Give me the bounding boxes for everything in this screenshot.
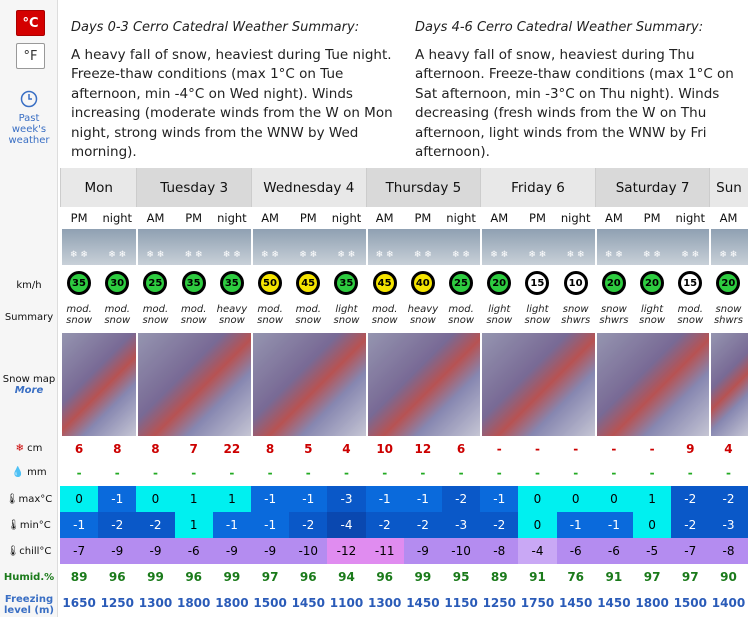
summary-days-0-3 — [71, 18, 401, 163]
freezing-level: 1500 — [673, 596, 707, 610]
snowflake-icon: ❄ ❄ — [337, 250, 356, 260]
rain-amount: - — [573, 466, 579, 480]
max-temp: -1 — [289, 486, 327, 512]
wind-chill: -4 — [518, 538, 556, 564]
time-of-day: PM — [529, 211, 546, 225]
rain-amount: - — [458, 466, 464, 480]
summary-text: A heavy fall of snow, heaviest during Tue night. Freeze-thaw conditions (max 1°C on Tue afternoon, min -4°C on Wed night). Winds increasing (moderate winds from the W on Mon night, strong winds from the WNW by Wed morning). — [71, 46, 393, 160]
max-temp: 1 — [633, 486, 671, 512]
snow-amount: 4 — [724, 442, 733, 456]
wind-speed-icon — [334, 271, 358, 295]
wind-chill: -9 — [404, 538, 442, 564]
snowflake-icon: ❄ ❄ — [719, 250, 738, 260]
time-of-day: night — [331, 211, 362, 225]
humidity: 97 — [261, 570, 279, 584]
humidity: 91 — [605, 570, 623, 584]
wind-speed-value: 45 — [376, 274, 394, 292]
wind-speed-icon — [678, 271, 702, 295]
humidity: 95 — [452, 570, 470, 584]
snow-amount: 10 — [376, 442, 394, 456]
wind-speed-value: 35 — [70, 274, 88, 292]
max-temp: -2 — [671, 486, 709, 512]
wind-speed-icon — [220, 271, 244, 295]
wind-speed-icon — [525, 271, 549, 295]
rain-amount: - — [114, 466, 120, 480]
weather-summary: light snow — [486, 304, 513, 326]
wind-chill: -10 — [289, 538, 327, 564]
wind-chill: -9 — [251, 538, 289, 564]
humidity: 91 — [529, 570, 546, 584]
rain-amount: - — [152, 466, 158, 480]
max-temp: 1 — [175, 486, 213, 512]
wind-speed-icon — [564, 271, 588, 295]
snowflake-icon: ❄ ❄ — [643, 250, 661, 260]
day-header[interactable]: Thursday 5 — [366, 168, 481, 207]
rain-amount: - — [649, 466, 655, 480]
snowflake-icon: ❄ ❄ — [413, 250, 432, 260]
rain-amount: - — [229, 466, 235, 480]
wind-speed-value: 15 — [681, 274, 699, 292]
wind-chill: -6 — [175, 538, 213, 564]
min-temp: -2 — [98, 512, 136, 538]
snowflake-icon: ❄ ❄ — [566, 250, 585, 260]
snowflake-icon: ❄ ❄ — [490, 250, 509, 260]
wind-chill: -9 — [136, 538, 174, 564]
rain-amount: - — [687, 466, 693, 480]
weather-summary: light snow — [333, 304, 360, 326]
rain-mm-label: 💧 mm — [11, 467, 47, 478]
snowflake-icon: ❄ ❄ — [70, 250, 88, 260]
snow-map-thumbnail[interactable] — [60, 333, 136, 436]
wind-speed-icon — [411, 271, 435, 295]
rain-amount: - — [611, 466, 617, 480]
snow-amount: 8 — [265, 442, 275, 456]
clock-icon — [20, 90, 38, 108]
day-header[interactable]: Mon — [60, 168, 136, 207]
day-header[interactable]: Wednesday 4 — [251, 168, 366, 207]
snow-amount: - — [534, 442, 540, 456]
day-header[interactable]: Sun — [709, 168, 747, 207]
snow-map-label: Snow map — [2, 374, 56, 385]
humidity: 96 — [299, 570, 317, 584]
max-temp: -1 — [404, 486, 442, 512]
time-of-day: AM — [375, 211, 394, 225]
weather-summary: snow shwrs — [599, 304, 629, 326]
summary-title: Days 4-6 Cerro Catedral Weather Summary: — [415, 20, 704, 35]
wind-chill: -12 — [327, 538, 365, 564]
snowflake-icon: ❄ ❄ — [184, 250, 203, 260]
humidity: 97 — [643, 570, 661, 584]
raindrop-icon: 💧 — [11, 467, 28, 478]
freezing-level: 1650 — [62, 596, 96, 610]
humidity-label: Humid.% — [3, 572, 55, 583]
min-temp: -2 — [671, 512, 709, 538]
wind-speed-value: 35 — [185, 274, 203, 292]
max-temp: -3 — [327, 486, 365, 512]
min-temp: -1 — [557, 512, 595, 538]
freezing-level: 1150 — [444, 596, 478, 610]
time-of-day: AM — [490, 211, 509, 225]
snow-amount: 7 — [189, 442, 198, 456]
min-temp-label: 🌡min°C — [7, 520, 51, 531]
humidity: 99 — [223, 570, 241, 584]
freezing-level: 1250 — [482, 596, 516, 610]
humidity: 96 — [108, 570, 126, 584]
max-temp: -1 — [366, 486, 404, 512]
wind-speed-icon — [373, 271, 397, 295]
snowflake-icon: ❄ ❄ — [299, 250, 318, 260]
wind-chill: -8 — [480, 538, 518, 564]
wind-chill: -11 — [366, 538, 404, 564]
wind-speed-icon — [449, 271, 473, 295]
humidity: 99 — [147, 570, 164, 584]
wind-speed-icon — [182, 271, 206, 295]
summary-days-4-6 — [415, 18, 745, 163]
wind-speed-value: 30 — [108, 274, 126, 292]
time-of-day: PM — [643, 211, 661, 225]
snow-amount: 8 — [151, 442, 160, 456]
snow-cm-label: ❄ cm — [15, 443, 43, 454]
thermometer-icon: 🌡 — [7, 520, 20, 531]
min-temp: -3 — [442, 512, 480, 538]
snowflake-icon: ❄ ❄ — [375, 250, 394, 260]
wind-speed-icon — [258, 271, 282, 295]
past-weather-label: Past week's weather — [8, 113, 50, 146]
wind-speed-value: 10 — [567, 274, 585, 292]
wind-speed-icon — [602, 271, 626, 295]
min-temp: -3 — [709, 512, 747, 538]
wind-label: km/h — [16, 280, 42, 291]
wind-speed-value: 20 — [719, 274, 737, 292]
freezing-level: 1400 — [711, 596, 746, 610]
max-temp-label: 🌡max°C — [5, 494, 53, 505]
day-header[interactable]: Friday 6 — [480, 168, 595, 207]
summary-label: Summary — [4, 312, 54, 323]
weather-summary: mod. snow — [677, 304, 704, 326]
snowflake-icon: ❄ ❄ — [222, 250, 241, 260]
snow-map-thumbnail[interactable] — [595, 333, 710, 436]
wind-chill: -5 — [633, 538, 671, 564]
max-temp: -1 — [480, 486, 518, 512]
freezing-level: 1450 — [291, 596, 325, 610]
rain-amount: - — [534, 466, 540, 480]
snow-amount: 12 — [414, 442, 432, 456]
rain-amount: - — [191, 466, 197, 480]
time-of-day: AM — [604, 211, 623, 225]
time-of-day: AM — [261, 211, 279, 225]
freezing-level: 1450 — [558, 596, 593, 610]
weather-summary: heavy snow — [216, 304, 248, 326]
snow-amount: - — [649, 442, 655, 456]
min-temp: -1 — [213, 512, 251, 538]
snowflake-icon: ❄ ❄ — [452, 250, 470, 260]
wind-chill: -6 — [557, 538, 595, 564]
rain-amount: - — [305, 466, 311, 480]
humidity: 96 — [185, 570, 203, 584]
min-temp: 1 — [175, 512, 213, 538]
rain-amount: - — [76, 466, 82, 480]
summary-text: A heavy fall of snow, heaviest during Thu afternoon. Freeze-thaw conditions (max 1°C on Sat afternoon, min -3°C on Thu night). Winds decreasing (fresh winds from the W on Thu afternoon, light winds from the WNW by Fri afternoon). — [415, 46, 734, 160]
celsius-button[interactable]: °C — [16, 10, 45, 36]
wind-speed-value: 20 — [643, 274, 661, 292]
wind-speed-value: 20 — [490, 274, 508, 292]
time-of-day: night — [675, 211, 706, 225]
max-temp: -2 — [442, 486, 480, 512]
snow-amount: 4 — [342, 442, 351, 456]
snow-map-thumbnail[interactable] — [709, 333, 747, 436]
rain-amount: - — [420, 466, 426, 480]
wind-speed-icon — [143, 271, 167, 295]
wind-speed-value: 35 — [223, 274, 241, 292]
wind-speed-icon — [296, 271, 320, 295]
humidity: 89 — [70, 570, 88, 584]
freezing-level: 1500 — [253, 596, 287, 610]
snow-map-more-link[interactable]: More — [14, 385, 44, 396]
humidity: 99 — [414, 570, 432, 584]
snowflake-icon: ❄ — [15, 443, 28, 454]
freezing-level: 1300 — [138, 596, 173, 610]
weather-summary: mod. snow — [257, 304, 284, 326]
rain-amount: - — [343, 466, 349, 480]
freezing-level: 1100 — [329, 596, 364, 610]
min-temp: -1 — [60, 512, 98, 538]
weather-summary-panel — [60, 0, 749, 166]
time-of-day: PM — [299, 211, 317, 225]
wind-speed-value: 35 — [337, 274, 355, 292]
wind-chill: -10 — [442, 538, 480, 564]
day-header[interactable]: Saturday 7 — [595, 168, 710, 207]
humidity: 89 — [490, 570, 508, 584]
summary-title: Days 0-3 Cerro Catedral Weather Summary: — [71, 20, 360, 35]
max-temp: -1 — [98, 486, 136, 512]
wind-speed-icon — [67, 271, 91, 295]
weather-summary: mod. snow — [66, 304, 93, 326]
snow-amount: 8 — [113, 442, 122, 456]
snow-map-thumbnail[interactable] — [136, 333, 251, 436]
freezing-level: 1800 — [176, 596, 211, 610]
time-of-day: AM — [146, 211, 165, 225]
wind-speed-icon — [640, 271, 664, 295]
snow-amount: 22 — [223, 442, 241, 456]
snow-amount: - — [573, 442, 579, 456]
snowflake-icon: ❄ ❄ — [108, 250, 127, 260]
weather-summary: mod. snow — [142, 304, 169, 326]
weather-summary: light snow — [639, 304, 666, 326]
humidity: 94 — [338, 570, 355, 584]
min-temp: -2 — [480, 512, 518, 538]
freezing-level: 1300 — [367, 596, 402, 610]
humidity: 96 — [376, 570, 394, 584]
snow-map-thumbnail[interactable] — [251, 333, 366, 436]
freezing-level: 1800 — [635, 596, 669, 610]
time-of-day: PM — [70, 211, 88, 225]
weather-summary: mod. snow — [448, 304, 475, 326]
wind-speed-icon — [105, 271, 129, 295]
wind-speed-value: 25 — [452, 274, 470, 292]
max-temp: 0 — [595, 486, 633, 512]
snow-amount: - — [496, 442, 502, 456]
weather-summary: mod. snow — [371, 304, 398, 326]
wind-speed-value: 50 — [261, 274, 279, 292]
weather-summary: mod. snow — [295, 304, 322, 326]
wind-chill: -7 — [671, 538, 709, 564]
wind-chill: -6 — [595, 538, 633, 564]
weather-summary: mod. snow — [180, 304, 207, 326]
min-temp: 0 — [518, 512, 556, 538]
time-of-day: AM — [719, 211, 738, 225]
day-header[interactable]: Tuesday 3 — [136, 168, 251, 207]
snow-map-thumbnail[interactable] — [480, 333, 595, 436]
wind-speed-value: 45 — [299, 274, 317, 292]
rain-amount: - — [267, 466, 273, 480]
humidity: 90 — [720, 570, 737, 584]
min-temp: -1 — [595, 512, 633, 538]
wind-chill: -9 — [213, 538, 251, 564]
min-temp: -2 — [289, 512, 327, 538]
time-of-day: PM — [185, 211, 203, 225]
min-temp: -1 — [251, 512, 289, 538]
max-temp: -1 — [251, 486, 289, 512]
max-temp: 0 — [60, 486, 98, 512]
time-of-day: night — [560, 211, 591, 225]
snow-amount: - — [611, 442, 617, 456]
fahrenheit-button[interactable]: °F — [16, 43, 45, 69]
weather-summary: heavy snow — [407, 304, 439, 326]
wind-chill: -9 — [98, 538, 136, 564]
past-weather-link[interactable] — [0, 90, 58, 146]
freezing-level: 1800 — [215, 596, 249, 610]
thermometer-icon: 🌡 — [6, 546, 20, 557]
humidity: 76 — [567, 570, 585, 584]
freezing-level-label: Freezing level (m) — [4, 594, 54, 616]
humidity: 97 — [681, 570, 699, 584]
wind-speed-value: 15 — [528, 274, 546, 292]
wind-speed-icon — [716, 271, 740, 295]
snow-amount: 9 — [686, 442, 695, 456]
time-of-day: night — [446, 211, 476, 225]
snowflake-icon: ❄ ❄ — [681, 250, 700, 260]
wind-speed-icon — [487, 271, 511, 295]
thermometer-icon: 🌡 — [5, 494, 19, 505]
time-of-day: night — [217, 211, 247, 225]
weather-summary: snow shwrs — [713, 304, 744, 326]
snowflake-icon: ❄ ❄ — [528, 250, 547, 260]
freezing-level: 1450 — [597, 596, 631, 610]
min-temp: 0 — [633, 512, 671, 538]
min-temp: -2 — [404, 512, 442, 538]
weather-summary: snow shwrs — [561, 304, 591, 326]
max-temp: 0 — [557, 486, 595, 512]
rain-amount: - — [382, 466, 388, 480]
freezing-level: 1250 — [100, 596, 134, 610]
min-temp: -2 — [136, 512, 174, 538]
time-of-day: PM — [414, 211, 432, 225]
chill-label: 🌡chill°C — [6, 546, 52, 557]
snowflake-icon: ❄ ❄ — [604, 250, 623, 260]
freezing-level: 1450 — [406, 596, 440, 610]
snow-amount: 6 — [74, 442, 84, 456]
snow-amount: 5 — [304, 442, 313, 456]
max-temp: 1 — [213, 486, 251, 512]
weather-summary: mod. snow — [104, 304, 131, 326]
wind-speed-value: 20 — [605, 274, 623, 292]
snow-amount: 6 — [456, 442, 466, 456]
min-temp: -4 — [327, 512, 365, 538]
weather-summary: light snow — [524, 304, 551, 326]
wind-chill: -8 — [709, 538, 747, 564]
freezing-level: 1750 — [520, 596, 555, 610]
snowflake-icon: ❄ ❄ — [261, 250, 279, 260]
max-temp: -2 — [709, 486, 747, 512]
snowflake-icon: ❄ ❄ — [146, 250, 165, 260]
rain-amount: - — [725, 466, 731, 480]
wind-chill: -7 — [60, 538, 98, 564]
wind-speed-value: 25 — [146, 274, 164, 292]
time-of-day: night — [102, 211, 133, 225]
wind-speed-value: 40 — [414, 274, 432, 292]
snow-map-thumbnail[interactable] — [366, 333, 481, 436]
min-temp: -2 — [366, 512, 404, 538]
max-temp: 0 — [136, 486, 174, 512]
max-temp: 0 — [518, 486, 556, 512]
rain-amount: - — [496, 466, 502, 480]
